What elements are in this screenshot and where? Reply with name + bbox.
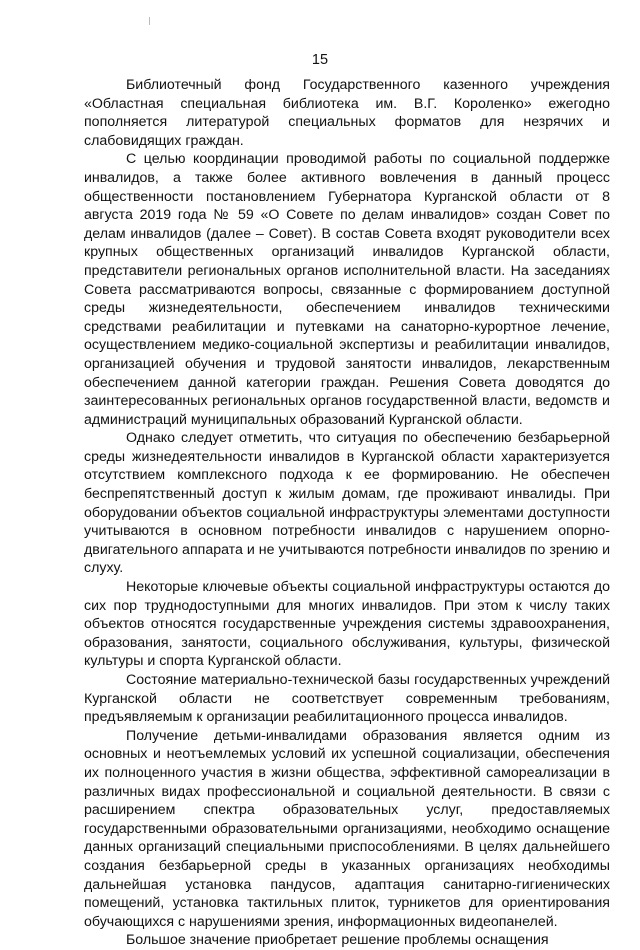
paragraph-material-base: Состояние материально-технической базы государственных учреждений Курганской области не соответствует современным требованиям, предъявляемым к организации реабилитационного процесса инвалидов. [84, 672, 610, 726]
paragraph-education: Получение детьми-инвалидами образования является одним из основных и неотъемлемых условий их успешной социализации, обеспечения их полноценного участия в жизни общества, эффективной самореализации в различных видах профессиональной и социальной деятельности. В связи с расширением спектра образовательных услуг, предоставляемых государственными образовательными организациями, необходимо оснащение данных организаций специальными приспособлениями. В целях дальнейшего создания безбарьерной среды в указанных организациях необходимы дальнейшая установка пандусов, адаптация санитарно-гигиенических помещений, установка тактильных плиток, турникетов для ориентирования обучающихся с нарушениями зрения, информационных видеопанелей. [84, 727, 610, 930]
document-body [84, 76, 610, 950]
scan-mark [149, 17, 150, 25]
paragraph-barrier-free-environment: Однако следует отметить, что ситуация по обеспечению безбарьерной среды жизнедеятельности инвалидов в Курганской области характеризуется отсутствием комплексного подхода к ее формированию. Не обеспечен беспрепятственный доступ к жилым домам, где проживают инвалиды. При оборудовании объектов социальной инфраструктуры элементами доступности учитываются в основном потребности инвалидов с нарушением опорно-двигательного аппарата и не учитываются потребности инвалидов по зрению и слуху. [84, 430, 610, 577]
paragraph-equipment-last: Большое значение приобретает решение проблемы оснащения [126, 932, 549, 949]
page-number: 15 [311, 52, 329, 68]
paragraph-infrastructure-objects: Некоторые ключевые объекты социальной инфраструктуры остаются до сих пор труднодоступными для многих инвалидов. При этом к числу таких объектов относятся государственные учреждения системы здравоохранения, образования, занятости, социального обслуживания, культуры, физической культуры и спорта Курганской области. [84, 579, 610, 670]
paragraph-library-fund: Библиотечный фонд Государственного казенного учреждения «Областная специальная библиотека им. В.Г. Короленко» ежегодно пополняется литературой специальных форматов для незрячих и слабовидящих граждан. [84, 77, 610, 149]
paragraph-council: С целью координации проводимой работы по социальной поддержке инвалидов, а также более активного вовлечения в данный процесс общественности постановлением Губернатора Курганской области от 8 августа 2019 года № 59 «О Совете по делам инвалидов» создан Совет по делам инвалидов (далее – Совет). В состав Совета входят руководители всех крупных общественных организаций инвалидов Курганской области, представители региональных органов исполнительной власти. На заседаниях Совета рассматриваются вопросы, связанные с формированием доступной среды жизнедеятельности, обеспечением инвалидов техническими средствами реабилитации и путевками на санаторно-курортное лечение, осуществлением медико-социальной экспертизы и реабилитации инвалидов, организацией обучения и трудовой занятости инвалидов, лекарственным обеспечением данной категории граждан. Решения Совета доводятся до заинтересованных региональных органов государственной власти, ведомств и администраций муниципальных образований Курганской области. [84, 151, 610, 428]
